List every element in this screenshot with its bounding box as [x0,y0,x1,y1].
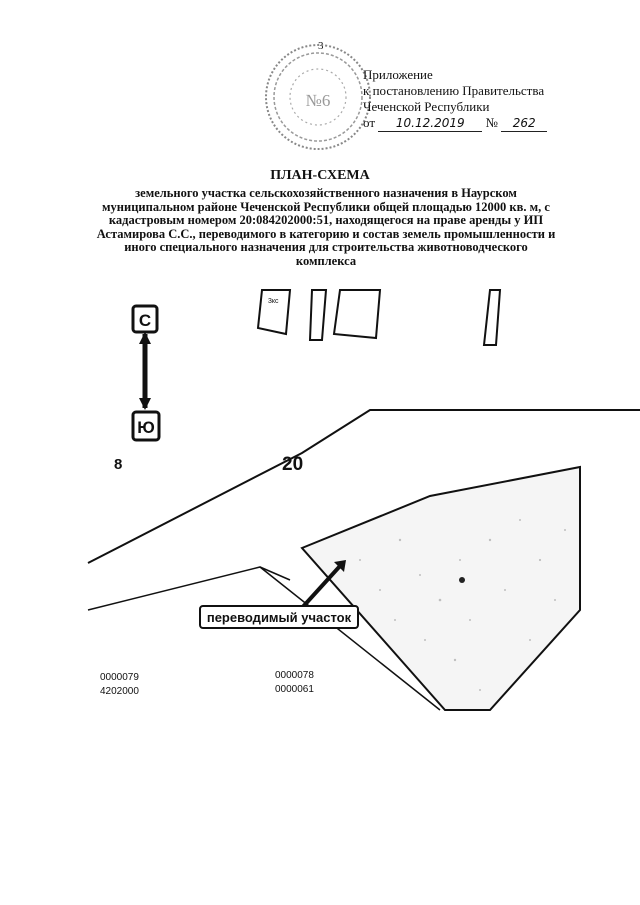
compass-arrow-up [139,332,151,344]
callout-label: переводимый участок [206,610,352,625]
code-mid-2: 0000061 [275,684,314,695]
building-4 [484,290,500,345]
appendix-line-1: Приложение [363,67,433,82]
stamp-number: №6 [305,91,331,110]
cadastral-map [0,280,640,720]
code-left-2: 4202000 [100,686,139,697]
appendix-line-3: Чеченской Республики [363,99,490,114]
appendix-line-2: к постановлению Правительства [363,83,545,98]
compass-arrow-down [139,398,151,410]
document-subtitle: земельного участка сельскохозяйственного назначения в Наурском муниципальном районе Чеченской Республики общей площадью 12000 кв. м, с кадастровым номером 20:084202000:51, находящегося на праве аренды у ИП Астамирова С.С., переводимого в категорию и состав земель промышленности и иного специального назначения для строительства животноводческого комплекса [96,186,556,268]
parcel-mark [459,577,465,583]
parcel-number-left: 8 [114,456,123,473]
code-left-1: 0000079 [100,672,139,683]
appendix-header [363,67,593,132]
date-value: 10.12.2019 [395,116,465,130]
building-2 [310,290,326,340]
callout-arrow-line [300,566,340,610]
document-title: ПЛАН-СХЕМА [270,168,370,183]
code-mid-1: 0000078 [275,670,314,681]
appendix-date-line [363,115,593,132]
page-number: 3 [318,40,324,52]
compass [133,306,159,440]
building-label: 3кс [268,298,279,305]
transferred-parcel [302,467,580,710]
official-stamp [263,42,376,152]
compass-north-label: С [138,311,152,330]
parcel-number-main: 20 [282,454,304,475]
number-prefix: № [485,115,498,130]
number-value: 262 [512,116,536,130]
compass-south-label: Ю [137,418,155,437]
building-3 [334,290,380,338]
building-1 [258,290,290,334]
date-prefix: от [363,115,376,130]
